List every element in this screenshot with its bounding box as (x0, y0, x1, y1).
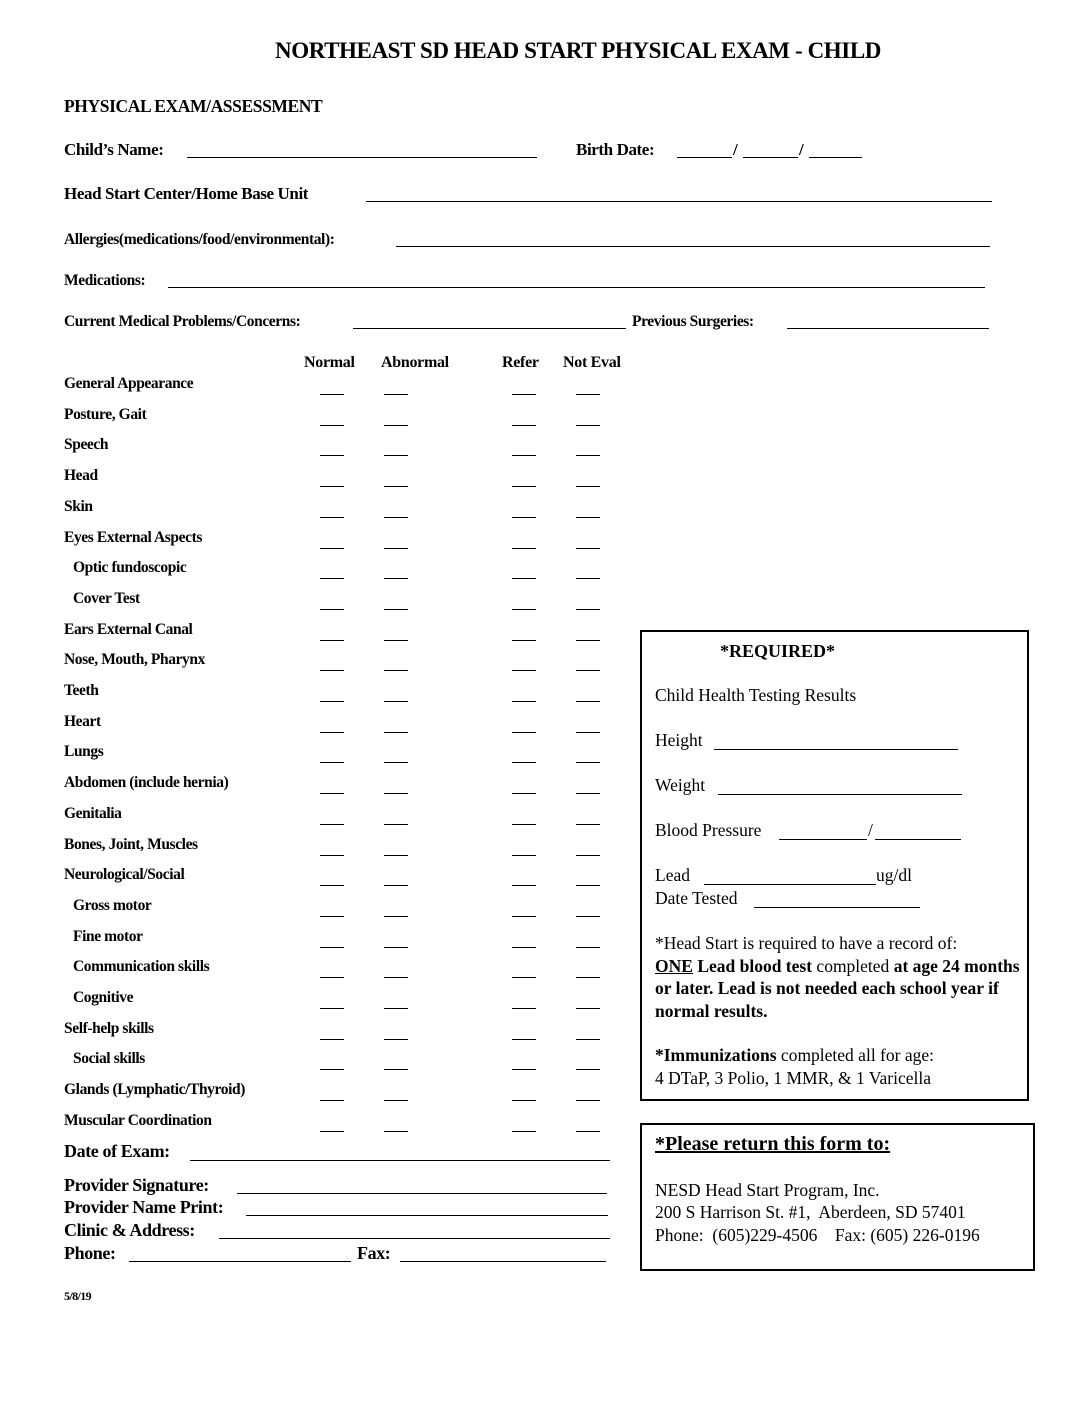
exam-abnormal-checkbox[interactable] (384, 916, 408, 917)
exam-normal-checkbox[interactable] (320, 640, 344, 641)
note-age: at age 24 months or later. Lead is not needed each school year if normal results. (655, 955, 1020, 1021)
lead-label: Lead (655, 865, 690, 885)
exam-abnormal-checkbox[interactable] (384, 425, 408, 426)
weight-label: Weight (655, 775, 706, 795)
exam-abnormal-checkbox[interactable] (384, 885, 408, 886)
exam-refer-checkbox[interactable] (512, 486, 536, 487)
exam-not-eval-checkbox[interactable] (576, 1131, 600, 1132)
exam-refer-checkbox[interactable] (512, 548, 536, 549)
exam-refer-checkbox[interactable] (512, 425, 536, 426)
exam-not-eval-checkbox[interactable] (576, 394, 600, 395)
exam-refer-checkbox[interactable] (512, 1100, 536, 1101)
medical-problems-field[interactable] (353, 328, 626, 329)
return-form-box (640, 1123, 1035, 1271)
note-intro: *Head Start is required to have a record of: (655, 933, 958, 953)
exam-row-label: Gross motor (73, 896, 152, 914)
exam-not-eval-checkbox[interactable] (576, 762, 600, 763)
exam-not-eval-checkbox[interactable] (576, 732, 600, 733)
exam-not-eval-checkbox[interactable] (576, 885, 600, 886)
blood-pressure-diastolic-field[interactable] (875, 839, 961, 840)
medications-label: Medications: (64, 272, 146, 289)
exam-abnormal-checkbox[interactable] (384, 640, 408, 641)
exam-not-eval-checkbox[interactable] (576, 517, 600, 518)
exam-row-label: Bones, Joint, Muscles (64, 835, 198, 853)
column-refer: Refer (502, 354, 539, 371)
height-field[interactable] (714, 749, 958, 750)
exam-abnormal-checkbox[interactable] (384, 1039, 408, 1040)
exam-abnormal-checkbox[interactable] (384, 394, 408, 395)
column-not-eval: Not Eval (563, 354, 621, 371)
exam-refer-checkbox[interactable] (512, 732, 536, 733)
exam-not-eval-checkbox[interactable] (576, 486, 600, 487)
exam-row-label: Self-help skills (64, 1019, 154, 1037)
exam-normal-checkbox[interactable] (320, 609, 344, 610)
exam-refer-checkbox[interactable] (512, 916, 536, 917)
exam-normal-checkbox[interactable] (320, 1008, 344, 1009)
exam-normal-checkbox[interactable] (320, 916, 344, 917)
exam-not-eval-checkbox[interactable] (576, 455, 600, 456)
exam-row-label: Heart (64, 712, 101, 730)
exam-not-eval-checkbox[interactable] (576, 1008, 600, 1009)
date-of-exam-label: Date of Exam: (64, 1141, 170, 1161)
exam-not-eval-checkbox[interactable] (576, 855, 600, 856)
medications-field[interactable] (168, 287, 985, 288)
exam-abnormal-checkbox[interactable] (384, 824, 408, 825)
exam-refer-checkbox[interactable] (512, 578, 536, 579)
provider-signature-label: Provider Signature: (64, 1175, 209, 1195)
exam-not-eval-checkbox[interactable] (576, 1069, 600, 1070)
exam-refer-checkbox[interactable] (512, 517, 536, 518)
exam-refer-checkbox[interactable] (512, 1131, 536, 1132)
exam-abnormal-checkbox[interactable] (384, 793, 408, 794)
fax-field[interactable] (400, 1261, 606, 1262)
exam-not-eval-checkbox[interactable] (576, 916, 600, 917)
exam-abnormal-checkbox[interactable] (384, 762, 408, 763)
exam-normal-checkbox[interactable] (320, 793, 344, 794)
exam-not-eval-checkbox[interactable] (576, 1039, 600, 1040)
exam-not-eval-checkbox[interactable] (576, 977, 600, 978)
weight-field[interactable] (718, 794, 962, 795)
exam-not-eval-checkbox[interactable] (576, 793, 600, 794)
exam-refer-checkbox[interactable] (512, 455, 536, 456)
exam-not-eval-checkbox[interactable] (576, 824, 600, 825)
exam-row-label: Head (64, 467, 98, 485)
exam-refer-checkbox[interactable] (512, 701, 536, 702)
exam-abnormal-checkbox[interactable] (384, 455, 408, 456)
immunizations-list: 4 DTaP, 3 Polio, 1 MMR, & 1 Varicella (655, 1067, 932, 1088)
blood-pressure-systolic-field[interactable] (779, 839, 867, 840)
exam-row-label: Cover Test (73, 589, 140, 607)
exam-refer-checkbox[interactable] (512, 670, 536, 671)
exam-row-label: Teeth (64, 682, 99, 699)
exam-abnormal-checkbox[interactable] (384, 486, 408, 487)
exam-normal-checkbox[interactable] (320, 517, 344, 518)
birth-date-label: Birth Date: (576, 140, 655, 159)
exam-row-label: Fine motor (73, 927, 143, 945)
exam-normal-checkbox[interactable] (320, 670, 344, 671)
height-label: Height (655, 730, 703, 750)
exam-row-label: Communication skills (73, 958, 210, 976)
birth-date-year-field[interactable] (809, 157, 862, 158)
date-tested-field[interactable] (754, 907, 920, 908)
phone-field[interactable] (129, 1261, 351, 1262)
exam-abnormal-checkbox[interactable] (384, 1100, 408, 1101)
exam-row-label: Abdomen (include hernia) (64, 774, 229, 792)
exam-row-label: Neurological/Social (64, 866, 185, 884)
medical-problems-label: Current Medical Problems/Concerns: (64, 313, 301, 330)
exam-normal-checkbox[interactable] (320, 855, 344, 856)
return-heading: *Please return this form to: (655, 1133, 891, 1155)
previous-surgeries-label: Previous Surgeries: (632, 313, 754, 330)
exam-row-label: Optic fundoscopic (73, 559, 187, 577)
exam-refer-checkbox[interactable] (512, 824, 536, 825)
exam-row-label: Posture, Gait (64, 405, 147, 423)
immunizations-text: completed all for age: (776, 1045, 934, 1065)
exam-not-eval-checkbox[interactable] (576, 640, 600, 641)
birth-date-separator: / (799, 140, 804, 159)
exam-normal-checkbox[interactable] (320, 947, 344, 948)
exam-refer-checkbox[interactable] (512, 947, 536, 948)
exam-normal-checkbox[interactable] (320, 486, 344, 487)
required-testing-box (640, 630, 1029, 1101)
provider-signature-field[interactable] (237, 1193, 607, 1194)
exam-normal-checkbox[interactable] (320, 455, 344, 456)
exam-not-eval-checkbox[interactable] (576, 425, 600, 426)
exam-abnormal-checkbox[interactable] (384, 732, 408, 733)
exam-row-label: Ears External Canal (64, 620, 193, 638)
exam-row-label: General Appearance (64, 375, 194, 392)
exam-normal-checkbox[interactable] (320, 762, 344, 763)
exam-row-label: Eyes External Aspects (64, 528, 202, 546)
exam-normal-checkbox[interactable] (320, 824, 344, 825)
exam-row-label: Muscular Coordination (64, 1111, 212, 1129)
exam-row-label: Lungs (64, 743, 104, 761)
exam-abnormal-checkbox[interactable] (384, 548, 408, 549)
exam-refer-checkbox[interactable] (512, 793, 536, 794)
exam-abnormal-checkbox[interactable] (384, 1069, 408, 1070)
exam-abnormal-checkbox[interactable] (384, 977, 408, 978)
exam-refer-checkbox[interactable] (512, 1069, 536, 1070)
exam-abnormal-checkbox[interactable] (384, 947, 408, 948)
exam-refer-checkbox[interactable] (512, 977, 536, 978)
exam-row-label: Skin (64, 497, 93, 515)
exam-not-eval-checkbox[interactable] (576, 670, 600, 671)
blood-pressure-label: Blood Pressure (655, 820, 762, 840)
exam-refer-checkbox[interactable] (512, 1008, 536, 1009)
return-contact: Phone: (605)229-4506 Fax: (605) 226-0196 (655, 1225, 980, 1245)
provider-name-field[interactable] (246, 1215, 608, 1216)
exam-not-eval-checkbox[interactable] (576, 947, 600, 948)
column-normal: Normal (304, 354, 355, 371)
return-address: 200 S Harrison St. #1, Aberdeen, SD 57401 (655, 1202, 966, 1222)
exam-not-eval-checkbox[interactable] (576, 548, 600, 549)
exam-abnormal-checkbox[interactable] (384, 1008, 408, 1009)
phone-label: Phone: (64, 1243, 116, 1263)
child-name-field[interactable] (187, 157, 537, 158)
exam-refer-checkbox[interactable] (512, 855, 536, 856)
child-name-label: Child’s Name: (64, 140, 164, 159)
center-field[interactable] (366, 201, 992, 202)
birth-date-day-field[interactable] (743, 157, 798, 158)
exam-normal-checkbox[interactable] (320, 732, 344, 733)
blood-pressure-separator: / (868, 820, 873, 840)
lead-field[interactable] (704, 884, 876, 885)
exam-normal-checkbox[interactable] (320, 1131, 344, 1132)
testing-results-heading: Child Health Testing Results (655, 685, 857, 705)
date-tested-label: Date Tested (655, 888, 738, 908)
page-title: NORTHEAST SD HEAD START PHYSICAL EXAM - CHILD (275, 38, 881, 63)
revision-date: 5/8/19 (64, 1289, 92, 1303)
section-heading: PHYSICAL EXAM/ASSESSMENT (64, 96, 323, 116)
exam-normal-checkbox[interactable] (320, 1100, 344, 1101)
exam-normal-checkbox[interactable] (320, 1039, 344, 1040)
provider-name-label: Provider Name Print: (64, 1197, 224, 1217)
exam-refer-checkbox[interactable] (512, 1039, 536, 1040)
exam-refer-checkbox[interactable] (512, 394, 536, 395)
exam-normal-checkbox[interactable] (320, 701, 344, 702)
exam-abnormal-checkbox[interactable] (384, 670, 408, 671)
center-label: Head Start Center/Home Base Unit (64, 184, 309, 203)
note-one: ONE (655, 955, 693, 976)
exam-row-label: Social skills (73, 1050, 145, 1068)
note-completed: completed (812, 955, 894, 976)
exam-abnormal-checkbox[interactable] (384, 701, 408, 702)
clinic-address-field[interactable] (219, 1238, 610, 1239)
immunizations-label: *Immunizations (655, 1045, 777, 1065)
birth-date-month-field[interactable] (677, 157, 732, 158)
exam-refer-checkbox[interactable] (512, 885, 536, 886)
exam-refer-checkbox[interactable] (512, 640, 536, 641)
birth-date-separator: / (733, 140, 738, 159)
note-lead-test: Lead blood test (692, 955, 813, 976)
previous-surgeries-field[interactable] (787, 328, 989, 329)
exam-row-label: Nose, Mouth, Pharynx (64, 651, 205, 669)
exam-normal-checkbox[interactable] (320, 548, 344, 549)
exam-refer-checkbox[interactable] (512, 609, 536, 610)
column-abnormal: Abnormal (381, 354, 449, 371)
exam-abnormal-checkbox[interactable] (384, 855, 408, 856)
exam-not-eval-checkbox[interactable] (576, 701, 600, 702)
exam-normal-checkbox[interactable] (320, 885, 344, 886)
exam-row-label: Cognitive (73, 989, 134, 1006)
exam-row-label: Speech (64, 436, 109, 454)
exam-normal-checkbox[interactable] (320, 1069, 344, 1070)
required-heading: *REQUIRED* (720, 641, 836, 661)
exam-not-eval-checkbox[interactable] (576, 609, 600, 610)
lead-requirement-note (655, 932, 1020, 1022)
exam-row-label: Genitalia (64, 804, 122, 822)
exam-normal-checkbox[interactable] (320, 578, 344, 579)
exam-normal-checkbox[interactable] (320, 394, 344, 395)
exam-refer-checkbox[interactable] (512, 762, 536, 763)
allergies-label: Allergies(medications/food/environmental): (64, 231, 335, 248)
return-org: NESD Head Start Program, Inc. (655, 1180, 880, 1200)
exam-normal-checkbox[interactable] (320, 977, 344, 978)
exam-not-eval-checkbox[interactable] (576, 1100, 600, 1101)
clinic-address-label: Clinic & Address: (64, 1220, 195, 1240)
date-of-exam-field[interactable] (190, 1160, 610, 1161)
exam-abnormal-checkbox[interactable] (384, 578, 408, 579)
allergies-field[interactable] (396, 246, 990, 247)
exam-abnormal-checkbox[interactable] (384, 609, 408, 610)
exam-abnormal-checkbox[interactable] (384, 1131, 408, 1132)
exam-row-label: Glands (Lymphatic/Thyroid) (64, 1081, 245, 1099)
exam-not-eval-checkbox[interactable] (576, 578, 600, 579)
fax-label: Fax: (357, 1243, 391, 1263)
exam-normal-checkbox[interactable] (320, 425, 344, 426)
exam-abnormal-checkbox[interactable] (384, 517, 408, 518)
lead-unit: ug/dl (876, 865, 912, 885)
immunization-note (655, 1044, 1020, 1089)
